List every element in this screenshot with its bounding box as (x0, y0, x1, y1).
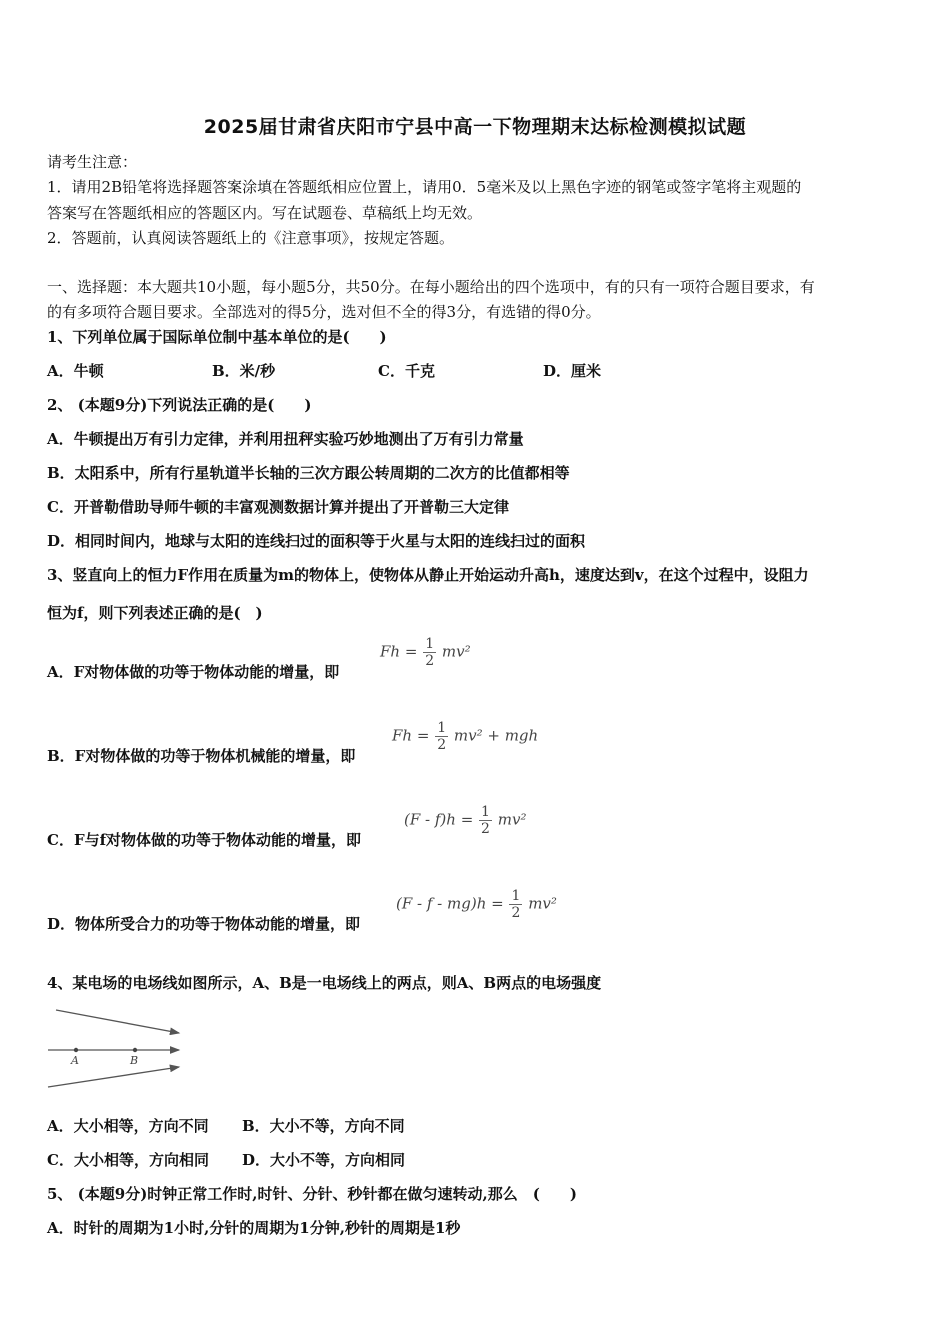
notice-heading: 请考生注意： (47, 153, 138, 171)
q3-formula-d: (F - f - mg)h = $\frac{1}{2}$ mv² (396, 888, 557, 921)
q3-option-a: A．F对物体做的功等于物体动能的增量，即 (47, 663, 340, 681)
section-instructions-2: 的有多项符合题目要求。全部选对的得5分，选对但不全的得3分，有选错的得0分。 (47, 303, 601, 321)
q1-stem: 1、下列单位属于国际单位制中基本单位的是( ) (47, 328, 387, 346)
q4-stem: 4、某电场的电场线如图所示，A、B是一电场线上的两点，则A、B两点的电场强度 (47, 974, 602, 992)
point-b (133, 1048, 137, 1052)
q3-formula-c: (F - f)h = $\frac{1}{2}$ mv² (404, 804, 527, 837)
q1-option-c: C．千克 (378, 362, 435, 380)
q2-stem: 2、 (本题9分)下列说法正确的是( ) (47, 396, 312, 414)
q5-option-a: A．时针的周期为1小时,分针的周期为1分钟,秒针的周期是1秒 (47, 1219, 461, 1237)
q3-option-c: C．F与f对物体做的功等于物体动能的增量，即 (47, 831, 362, 849)
section-instructions-1: 一、选择题：本大题共10小题，每小题5分，共50分。在每小题给出的四个选项中，有的只有一项符合题目要求，有 (47, 278, 815, 296)
point-a (74, 1048, 78, 1052)
q3-stem-2: 恒为f，则下列表述正确的是( ) (47, 604, 263, 622)
q4-option-a: A．大小相等，方向不同 (47, 1117, 209, 1135)
notice-line-2: 2．答题前，认真阅读答题纸上的《注意事项》，按规定答题。 (47, 229, 455, 247)
q3-option-d: D．物体所受合力的功等于物体动能的增量，即 (47, 915, 361, 933)
label-b: B (130, 1054, 139, 1067)
q2-option-a: A．牛顿提出万有引力定律，并利用扭秤实验巧妙地测出了万有引力常量 (47, 430, 524, 448)
label-a: A (71, 1054, 79, 1067)
q2-option-d: D．相同时间内，地球与太阳的连线扫过的面积等于火星与太阳的连线扫过的面积 (47, 532, 586, 550)
q1-option-b: B．米/秒 (212, 362, 276, 380)
q2-option-b: B．太阳系中，所有行星轨道半长轴的三次方跟公转周期的二次方的比值都相等 (47, 464, 570, 482)
q4-option-c: C．大小相等，方向相同 (47, 1151, 209, 1169)
q4-option-b: B．大小不等，方向不同 (242, 1117, 405, 1135)
q1-option-d: D．厘米 (543, 362, 602, 380)
q3-formula-b: Fh = $\frac{1}{2}$ mv² + mgh (392, 720, 539, 753)
notice-line-1a: 1．请用2B铅笔将选择题答案涂填在答题纸相应位置上，请用0．5毫米及以上黑色字迹的钢笔或签字笔将主观题的 (47, 178, 802, 196)
page-title: 2025届甘肃省庆阳市宁县中高一下物理期末达标检测模拟试题 (203, 116, 747, 138)
q3-formula-a: Fh = $\frac{1}{2}$ mv² (380, 636, 471, 669)
q5-stem: 5、 (本题9分)时钟正常工作时,时针、分针、秒针都在做匀速转动,那么 ( ) (47, 1185, 577, 1203)
q4-option-d: D．大小不等，方向相同 (242, 1151, 406, 1169)
field-line-top (56, 1010, 179, 1033)
q2-option-c: C．开普勒借助导师牛顿的丰富观测数据计算并提出了开普勒三大定律 (47, 498, 509, 516)
notice-line-1b: 答案写在答题纸相应的答题区内。写在试题卷、草稿纸上均无效。 (47, 204, 483, 222)
q3-stem-1: 3、竖直向上的恒力F作用在质量为m的物体上，使物体从静止开始运动升高h，速度达到v，在这个过程中，设阻力 (47, 566, 809, 584)
q1-option-a: A．牛顿 (47, 362, 104, 380)
electric-field-diagram (46, 1004, 186, 1092)
field-line-bottom (48, 1067, 179, 1087)
q3-option-b: B．F对物体做的功等于物体机械能的增量，即 (47, 747, 356, 765)
